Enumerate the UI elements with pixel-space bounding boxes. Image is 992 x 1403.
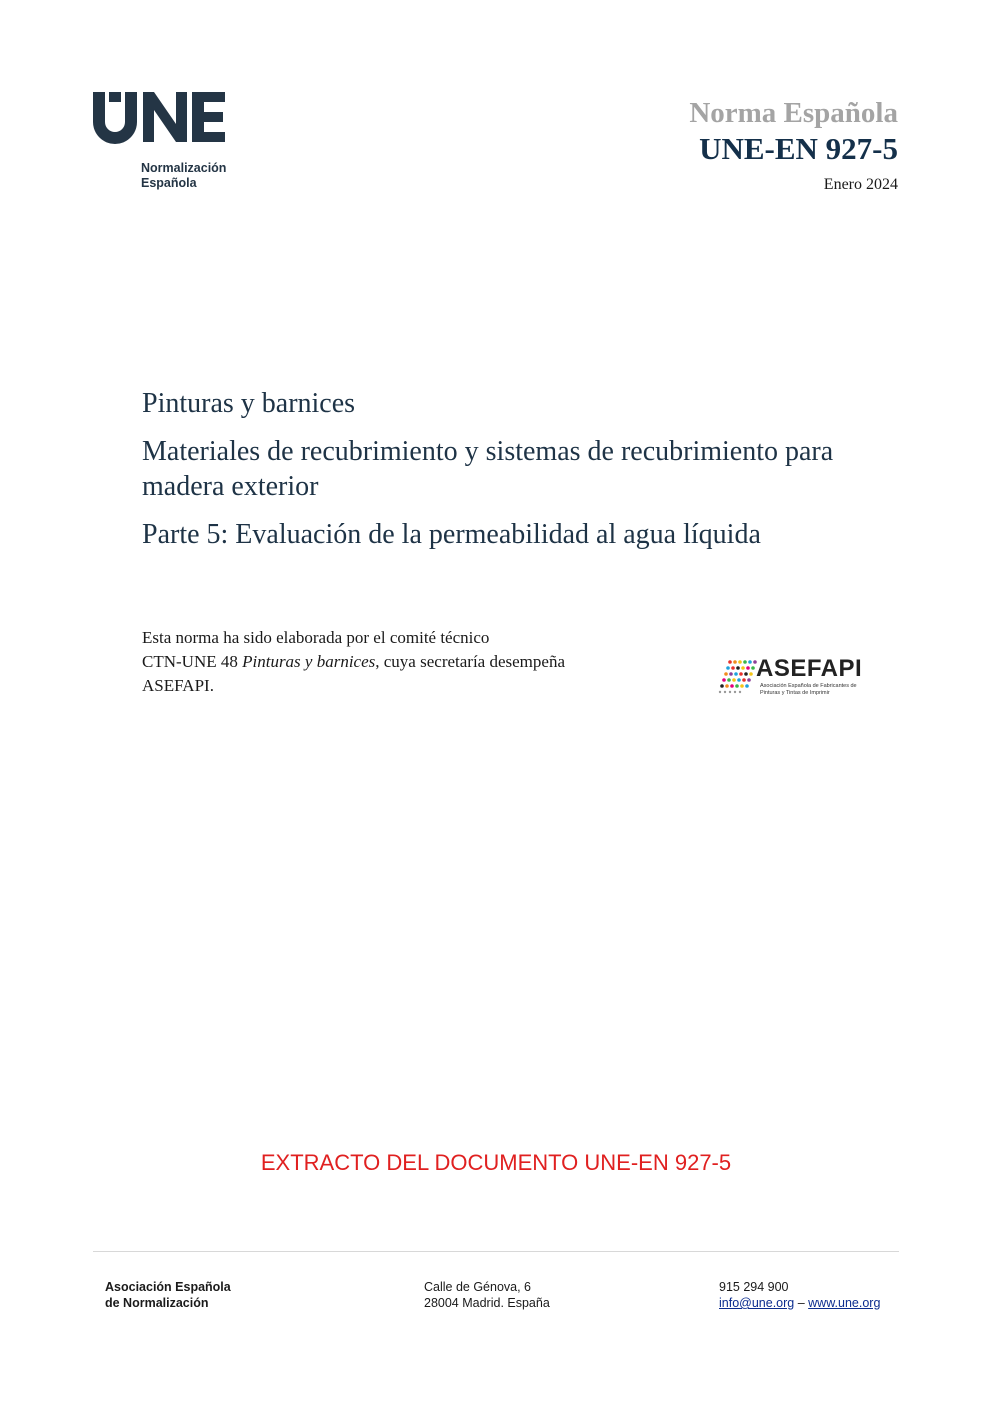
standard-code: UNE-EN 927-5 (699, 131, 898, 166)
committee-code: CTN-UNE 48 (142, 652, 238, 671)
committee-mid: , cuya secretaría desempeña (375, 652, 565, 671)
logo-sub-line2: Española (141, 176, 197, 190)
footer-org-line2: de Normalización (105, 1296, 209, 1310)
asefapi-dots-icon (718, 658, 758, 698)
footer-address (424, 1279, 550, 1311)
committee-intro: Esta norma ha sido elaborada por el comité técnico (142, 628, 490, 647)
title-line-1: Pinturas y barnices (142, 388, 356, 419)
committee-name: Pinturas y barnices (242, 652, 376, 671)
asefapi-subtitle: Asociación Española de Fabricantes de Pinturas y Tintas de Imprimir (760, 683, 857, 696)
standard-date: Enero 2024 (823, 176, 898, 193)
document-titles (142, 386, 922, 552)
email-link[interactable]: info@une.org (719, 1296, 795, 1310)
une-logo (93, 88, 233, 198)
une-logo-mark (93, 88, 233, 148)
footer-contact (719, 1279, 880, 1311)
extract-notice: EXTRACTO DEL DOCUMENTO UNE-EN 927-5 (260, 1150, 732, 1175)
footer-address-line2: 28004 Madrid. España (424, 1296, 550, 1310)
footer-divider (93, 1251, 899, 1252)
footer-links (719, 1295, 880, 1311)
footer-separator: – (794, 1296, 809, 1310)
committee-secretariat: ASEFAPI. (142, 676, 214, 695)
web-link[interactable]: www.une.org (808, 1296, 881, 1310)
committee-paragraph (142, 626, 682, 698)
title-line-2: Materiales de recubrimiento y sistemas de recubrimiento para madera exterior (142, 436, 834, 502)
standard-label: Norma Española (689, 97, 898, 129)
footer-org-line1: Asociación Española (105, 1280, 231, 1294)
footer-phone: 915 294 900 (719, 1280, 789, 1294)
footer-address-line1: Calle de Génova, 6 (424, 1280, 532, 1294)
asefapi-logo (718, 656, 868, 700)
standard-header (689, 96, 898, 194)
logo-sub-line1: Normalización (141, 161, 227, 175)
logo-subtitle (141, 161, 226, 191)
footer-organization (105, 1279, 231, 1311)
asefapi-name: ASEFAPI (756, 655, 863, 682)
title-line-3: Parte 5: Evaluación de la permeabilidad al agua líquida (142, 519, 761, 550)
committee-line (142, 650, 682, 674)
